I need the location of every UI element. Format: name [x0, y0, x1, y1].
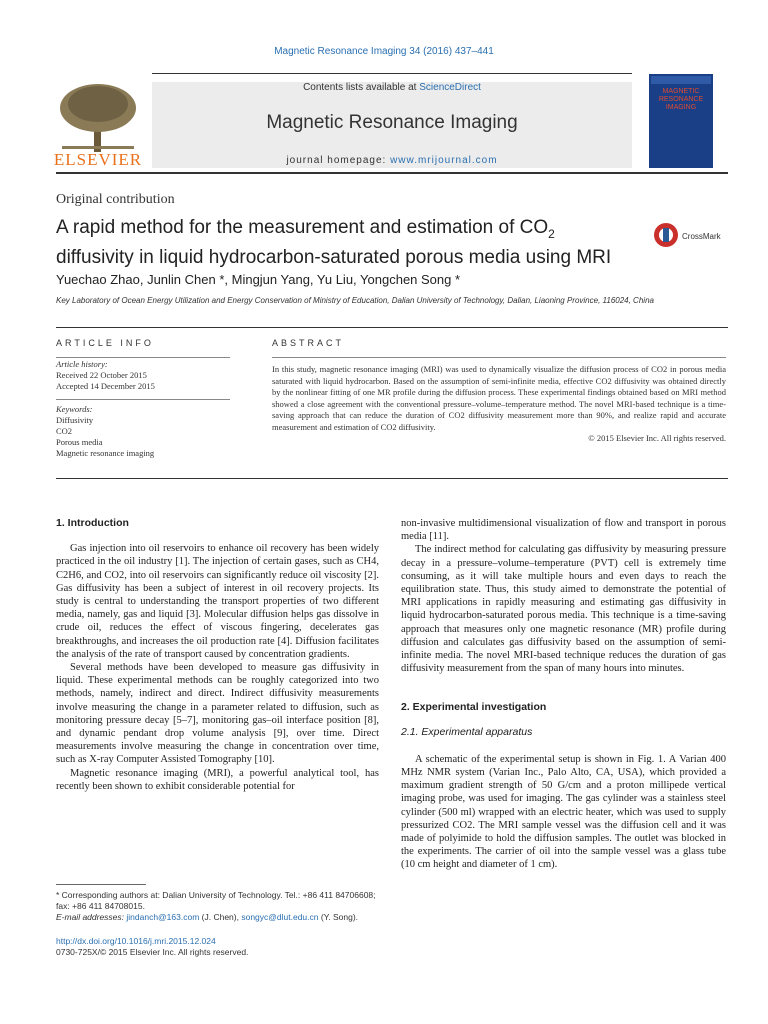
article-info-box: [56, 359, 230, 459]
abstract-box: [272, 364, 726, 445]
paragraph: A schematic of the experimental setup is shown in Fig. 1. A Varian 400 MHz NMR system (Varian Inc., Palo Alto, CA, USA), which provided a maximum gradient strength of 50 G/cm and a proton millipede vertical imaging probe, was used for imaging. The gas cylinder was a stainless steel cylinder (500 ml) wrapped with an electric heater, which was used to supply pressurized CO2. The MRI sample vessel was the diffusion cell and it was made of polyimide to hold the diffusion samples. The outlet was blocked in the experiments. The carrier of oil into the sample vessel was a glass tube (10 cm height and diameter of 1 cm).: [401, 753, 726, 871]
cover-title: MAGNETIC RESONANCE IMAGING: [658, 88, 704, 111]
footnote: [56, 890, 379, 923]
section-1-heading: 1. Introduction: [56, 517, 129, 529]
email-name-chen: (J. Chen),: [199, 912, 242, 922]
received-date: Received 22 October 2015: [56, 370, 147, 380]
homepage-line: [152, 155, 632, 166]
title-part1: A rapid method for the measurement and estimation of CO: [56, 217, 549, 238]
accepted-date: Accepted 14 December 2015: [56, 381, 155, 391]
abstract-bottom-rule: [56, 478, 728, 479]
paragraph: Several methods have been developed to measure gas diffusivity in liquid. These experimental methods can be roughly categorized into two methods, namely, indirect and direct. Indirect diffusivity measurements involve measuring the change in a parameter related to diffusion, such as monitoring pressure decay [5–7], monitoring gas–oil interface position [8], and dynamic pendant drop volume analysis [9], over time. Direct measurements involve measuring the change in concentration over time, such as X-ray Computer Assisted Tomography [10].: [56, 662, 379, 766]
title-subscript: 2: [548, 226, 555, 241]
doi-block: [56, 936, 248, 958]
paragraph: Gas injection into oil reservoirs to enhance oil recovery has been widely practiced in the oil industry [1]. The injection of certain gases, such as CH4, C2H6, and CO2, into oil reservoirs can significantly reduce oil viscosity [2]. Gas diffusivity has been a subject of interest in oil recovery projects. Its study is central to understanding the transport properties of two different media, namely, gas and liquid [3]. Molecular diffusion helps gas dissolve in crude oil, reduces the effect of viscous fingering, decelerates gas breakthroughs, and increases the oil production rate [4]. Diffusion facilitates the analysis of the rate of transport caused by concentration gradients.: [56, 543, 379, 660]
keywords-rule: [56, 399, 230, 400]
email-label: E-mail addresses:: [56, 912, 127, 922]
article-title: [56, 216, 636, 269]
homepage-prefix: journal homepage:: [286, 155, 391, 166]
journal-cover-thumbnail[interactable]: [649, 74, 713, 168]
email-link-chen[interactable]: jindanch@163.com: [126, 912, 200, 922]
abstract-text: In this study, magnetic resonance imaging (MRI) was used to dynamically visualize the diffusion process of CO2 in porous media saturated with liquid hydrocarbon. Based on the assumption of semi-infinite media, effective CO2 diffusivity was obtained directly by the nonlinear fitting of one MR profile during the diffusion process. These experimental findings obtained based on MRI method showed a close agreement with the conventional pressure–volume–temperature method. The novel MRI-based technique is a time-saving approach that can reduce the duration of CO2 diffusivity measurement more than 90%, and realize rapid and accurate measurement and estimation of CO2 diffusivity.: [272, 364, 726, 432]
body-column-left: [56, 517, 379, 793]
keyword-item: CO2: [56, 426, 73, 436]
contents-prefix: Contents lists available at: [303, 82, 420, 93]
doi-link[interactable]: http://dx.doi.org/10.1016/j.mri.2015.12.024: [56, 936, 216, 946]
crossmark-label: CrossMark: [682, 232, 721, 241]
section-2-heading: 2. Experimental investigation: [401, 701, 547, 714]
crossmark-badge[interactable]: [653, 220, 733, 250]
meta-rule: [56, 327, 728, 328]
elsevier-wordmark: ELSEVIER: [53, 150, 143, 169]
keyword-item: Porous media: [56, 437, 103, 447]
paragraph: Magnetic resonance imaging (MRI), a powerful analytical tool, has recently been shown to exhibit considerable potential for: [56, 767, 379, 792]
sciencedirect-link[interactable]: ScienceDirect: [419, 82, 481, 93]
homepage-link[interactable]: www.mrijournal.com: [390, 155, 498, 166]
email-link-song[interactable]: songyc@dlut.edu.cn: [241, 912, 319, 922]
abstract-rule: [272, 357, 726, 358]
keyword-item: Magnetic resonance imaging: [56, 448, 155, 458]
body-column-right: [401, 517, 726, 872]
history-label: Article history:: [56, 359, 108, 369]
journal-reference[interactable]: Magnetic Resonance Imaging 34 (2016) 437–441: [274, 46, 494, 57]
corresponding-author-note: * Corresponding authors at: Dalian University of Technology. Tel.: +86 411 84706608; fax: +86 411 84708015.: [56, 890, 376, 911]
email-line: [56, 912, 379, 923]
keywords-label: Keywords:: [56, 404, 93, 414]
author-list: Yuechao Zhao, Junlin Chen *, Mingjun Yang, Yu Liu, Yongchen Song *: [56, 272, 461, 287]
affiliation: Key Laboratory of Ocean Energy Utilization and Energy Conservation of Ministry of Education, Dalian University of Technology, Dalian, Liaoning Province, 116024, China: [56, 296, 654, 305]
issn-line: 0730-725X/© 2015 Elsevier Inc. All rights reserved.: [56, 947, 249, 957]
abstract-copyright: © 2015 Elsevier Inc. All rights reserved.: [588, 433, 726, 443]
abstract-heading: ABSTRACT: [272, 338, 345, 348]
header-rule-top: [152, 73, 632, 74]
footnote-rule: [56, 884, 146, 885]
title-part2: diffusivity in liquid hydrocarbon-saturated porous media using MRI: [56, 246, 612, 268]
article-info-rule: [56, 357, 230, 358]
email-name-song: (Y. Song).: [318, 912, 359, 922]
article-info-heading: ARTICLE INFO: [56, 338, 154, 348]
keyword-item: Diffusivity: [56, 415, 94, 425]
article-type: Original contribution: [56, 192, 175, 207]
contents-line: [152, 82, 632, 93]
subsection-2-1-heading: 2.1. Experimental apparatus: [401, 725, 533, 738]
journal-name: Magnetic Resonance Imaging: [266, 112, 518, 133]
header-rule-bottom: [56, 172, 728, 174]
paragraph-continued: non-invasive multidimensional visualization of flow and transport in porous media [11].: [401, 518, 726, 543]
paragraph: The indirect method for calculating gas diffusivity by measuring pressure decay in a pressure–volume–temperature (PVT) cell is extremely time consuming, as it will take multiple hours and even days to reach the equilibration state. Thus, this study aimed to demonstrate the potential of MRI applications in rapidly measuring and estimating gas diffusivity in liquid hydrocarbon-saturated porous media. This technique is a time-saving approach that measures only one magnetic resonance (MR) profile during diffusion and calculates gas diffusivity based on the assumption of semi-infinite media. The novel MRI-based technique reduces the duration of gas diffusivity measurement from the span of many hours into minutes.: [401, 544, 726, 675]
cover-band: [651, 76, 711, 84]
